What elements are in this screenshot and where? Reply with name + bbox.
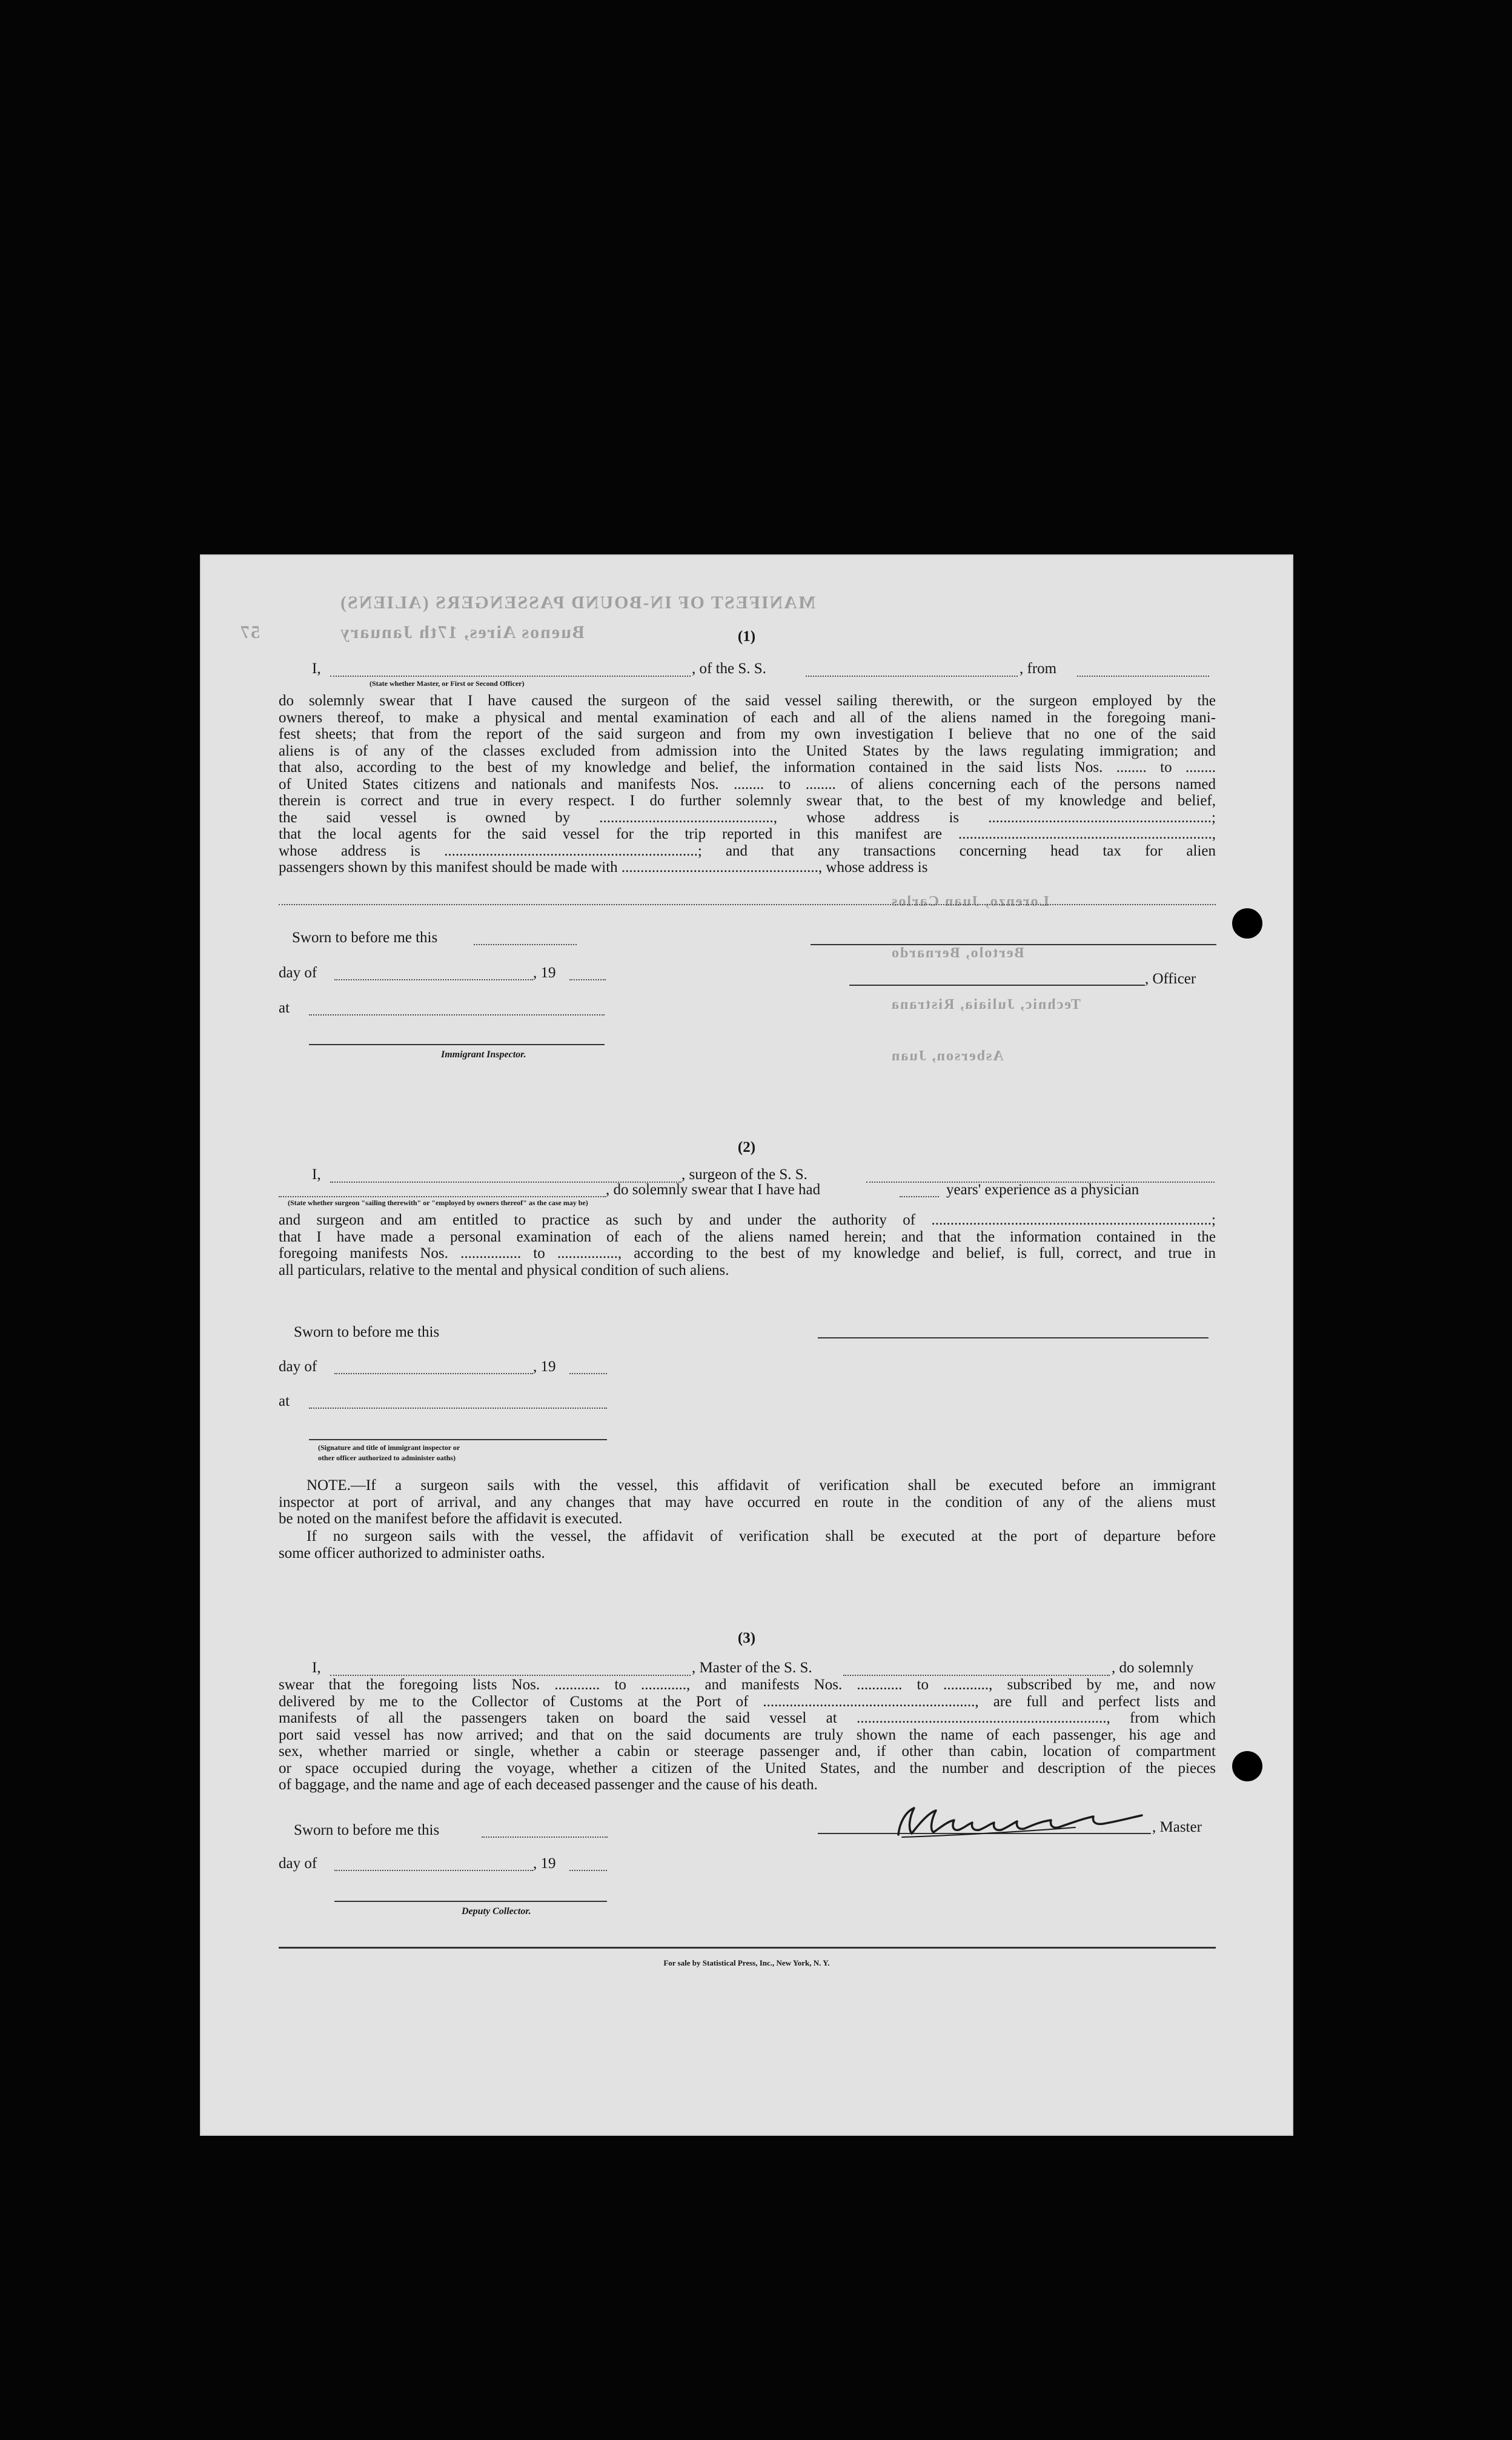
section-3-master-of: , Master of the S. S. <box>692 1660 812 1676</box>
no-surgeon-paragraph: If no surgeon sails with the vessel, the affidavit of verification shall be executed at the port of departure before some officer authorized to administer oaths. <box>279 1528 1216 1561</box>
section-2-i: I, <box>312 1166 321 1183</box>
section-2-years: years' experience as a physician <box>946 1182 1139 1198</box>
section-3-solemnly: , do solemnly <box>1112 1660 1194 1676</box>
section-2-day-of: day of <box>279 1358 317 1375</box>
address-continuation-field[interactable] <box>279 904 1216 905</box>
section-1-i: I, <box>312 660 321 677</box>
section-2-paragraph: and surgeon and am entitled to practice as such by and under the authority of ..........................................................................; that I have made a personal examination of each of the aliens named herein; and that the information contained in the foregoing manifests Nos. ................ to ................, according to the best of my knowledge and belief, is full, correct, and true in all particulars, relative to the mental and physical condition of such aliens. <box>279 1212 1216 1278</box>
section-3-i: I, <box>312 1660 321 1676</box>
section-3-vessel-field[interactable] <box>843 1675 1110 1676</box>
section-1-sworn: Sworn to before me this <box>292 929 438 946</box>
section-2-number: (2) <box>737 1139 756 1155</box>
bleed-route: Buenos Aires, 17th January <box>339 622 585 642</box>
section-1-sworn-field[interactable] <box>474 944 577 945</box>
section-1-number: (1) <box>737 628 756 645</box>
section-1-day-of: day of <box>279 965 317 981</box>
years-experience-field[interactable] <box>900 1196 939 1197</box>
section-1-at-field[interactable] <box>309 1014 605 1016</box>
section-3-day-of: day of <box>279 1855 317 1872</box>
surgeon-note: (State whether surgeon "sailing therewith" or "employed by owners thereof" as the case may be) <box>288 1198 588 1207</box>
section-2-at: at <box>279 1393 290 1409</box>
section-3-sworn: Sworn to before me this <box>294 1822 440 1838</box>
section-1-paragraph: do solemnly swear that I have caused the surgeon of the said vessel sailing therewith, or the surgeon employed by the owners thereof, to make a physical and mental examination of each and all of the aliens named in the foregoing mani- fest sheets; that from the report of the said surgeon and from my own investigation I believe that no one of the said aliens is of any of the classes excluded from admission into the United States by the laws regulating immigration; and that also, according to the best of my knowledge and belief, the information contained in the said lists Nos. ........ to ........ of United States citizens and nationals and manifests Nos. ........ to ........ of aliens concerning each of the persons named therein is correct and true in every respect. I do further solemnly swear that, to the best of my knowledge and belief, the said vessel is owned by .............................................., whose address is ...........................................................; that the local agents for the said vessel for the trip reported in this manifest are ..................................................................., whose address is ...................................................................; and that any transactions concerning head tax for alien passengers shown by this manifest should be made with ...................................................., whose address is <box>279 693 1216 876</box>
section-2-day-field[interactable] <box>334 1373 533 1374</box>
immigrant-inspector-label: Immigrant Inspector. <box>441 1049 526 1060</box>
section-1-from: , from <box>1020 660 1057 677</box>
inspector-signature-line[interactable] <box>309 1044 605 1045</box>
master-name-field[interactable] <box>330 1675 691 1676</box>
section-3-year: , 19 <box>533 1855 556 1872</box>
document-page <box>200 554 1293 2136</box>
publisher-footer: For sale by Statistical Press, Inc., New York, N. Y. <box>663 1958 830 1967</box>
officer-signature-line-1[interactable] <box>811 944 1216 945</box>
officer-name-field[interactable] <box>330 676 691 677</box>
section-2-year-field[interactable] <box>569 1373 607 1374</box>
bleed-name: Lorenzo, Juan Carlos <box>890 894 1049 909</box>
from-port-field[interactable] <box>1077 676 1209 677</box>
section-2-inspector-line[interactable] <box>309 1439 607 1440</box>
bleed-name: Technic, Juliaia, Ristrana <box>890 997 1081 1012</box>
section-1-year-field[interactable] <box>569 979 606 980</box>
section-2-year: , 19 <box>533 1358 556 1375</box>
punch-hole-lower <box>1232 1751 1262 1781</box>
section-1-year: , 19 <box>533 965 556 981</box>
section-2-at-field[interactable] <box>309 1408 607 1409</box>
section-1-day-field[interactable] <box>334 979 533 980</box>
section-2-sworn: Sworn to before me this <box>294 1324 440 1340</box>
deputy-collector-label: Deputy Collector. <box>462 1906 531 1916</box>
bleed-name: Asberson, Juan <box>890 1048 1004 1064</box>
note-paragraph: NOTE.—If a surgeon sails with the vessel, this affidavit of verification shall be executed before an immigrant inspector at port of arrival, and any changes that may have occurred en route in the condition of any of the aliens must be noted on the manifest before the affidavit is executed. <box>279 1477 1216 1527</box>
master-label: , Master <box>1152 1819 1202 1835</box>
vessel-name-field[interactable] <box>806 676 1018 677</box>
section-1-of-ss: , of the S. S. <box>692 660 766 677</box>
master-signature <box>894 1800 1154 1842</box>
section-2-signature-line[interactable] <box>818 1337 1209 1338</box>
section-3-day-field[interactable] <box>334 1870 533 1871</box>
section-3-number: (3) <box>737 1630 756 1646</box>
officer-label: , Officer <box>1145 971 1196 987</box>
footer-rule <box>279 1947 1216 1949</box>
section-3-sworn-field[interactable] <box>482 1837 608 1838</box>
signature-note-2: other officer authorized to administer oaths) <box>318 1454 456 1462</box>
section-1-at: at <box>279 1000 290 1016</box>
section-3-year-field[interactable] <box>569 1870 607 1871</box>
punch-hole-upper <box>1232 908 1262 939</box>
deputy-signature-line[interactable] <box>334 1901 607 1902</box>
section-3-paragraph: swear that the foregoing lists Nos. ............ to ............, and manifests Nos. ............ to ............, subscribed by me, and now delivered by me to the Collector of Customs at the Port of ........................................................, are full and perfect lists and manifests of all the passengers taken on board the said vessel at .................................................................., from which port said vessel has now arrived; and that on the said documents are truly shown the name of each passenger, his age and sex, whether married or single, whether a cabin or steerage passenger and, if other than cabin, location of compartment or space occupied during the voyage, whether a citizen of the United States, and the number and description of the pieces of baggage, and the name and age of each deceased passenger and the cause of his death. <box>279 1677 1216 1793</box>
section-2-surgeon-of: , surgeon of the S. S. <box>681 1166 807 1183</box>
officer-signature-line-2[interactable] <box>849 985 1145 986</box>
surgeon-type-field[interactable] <box>279 1196 606 1197</box>
section-2-swear: , do solemnly swear that I have had <box>606 1182 821 1198</box>
bleed-page-number: 57 <box>239 622 260 642</box>
bleed-name: Bertolo, Bernardo <box>890 945 1024 961</box>
officer-note: (State whether Master, or First or Second Officer) <box>370 679 525 688</box>
bleed-title: MANIFEST OF IN-BOUND PASSENGERS (ALIENS) <box>339 593 816 613</box>
signature-note-1: (Signature and title of immigrant inspector or <box>318 1443 460 1452</box>
